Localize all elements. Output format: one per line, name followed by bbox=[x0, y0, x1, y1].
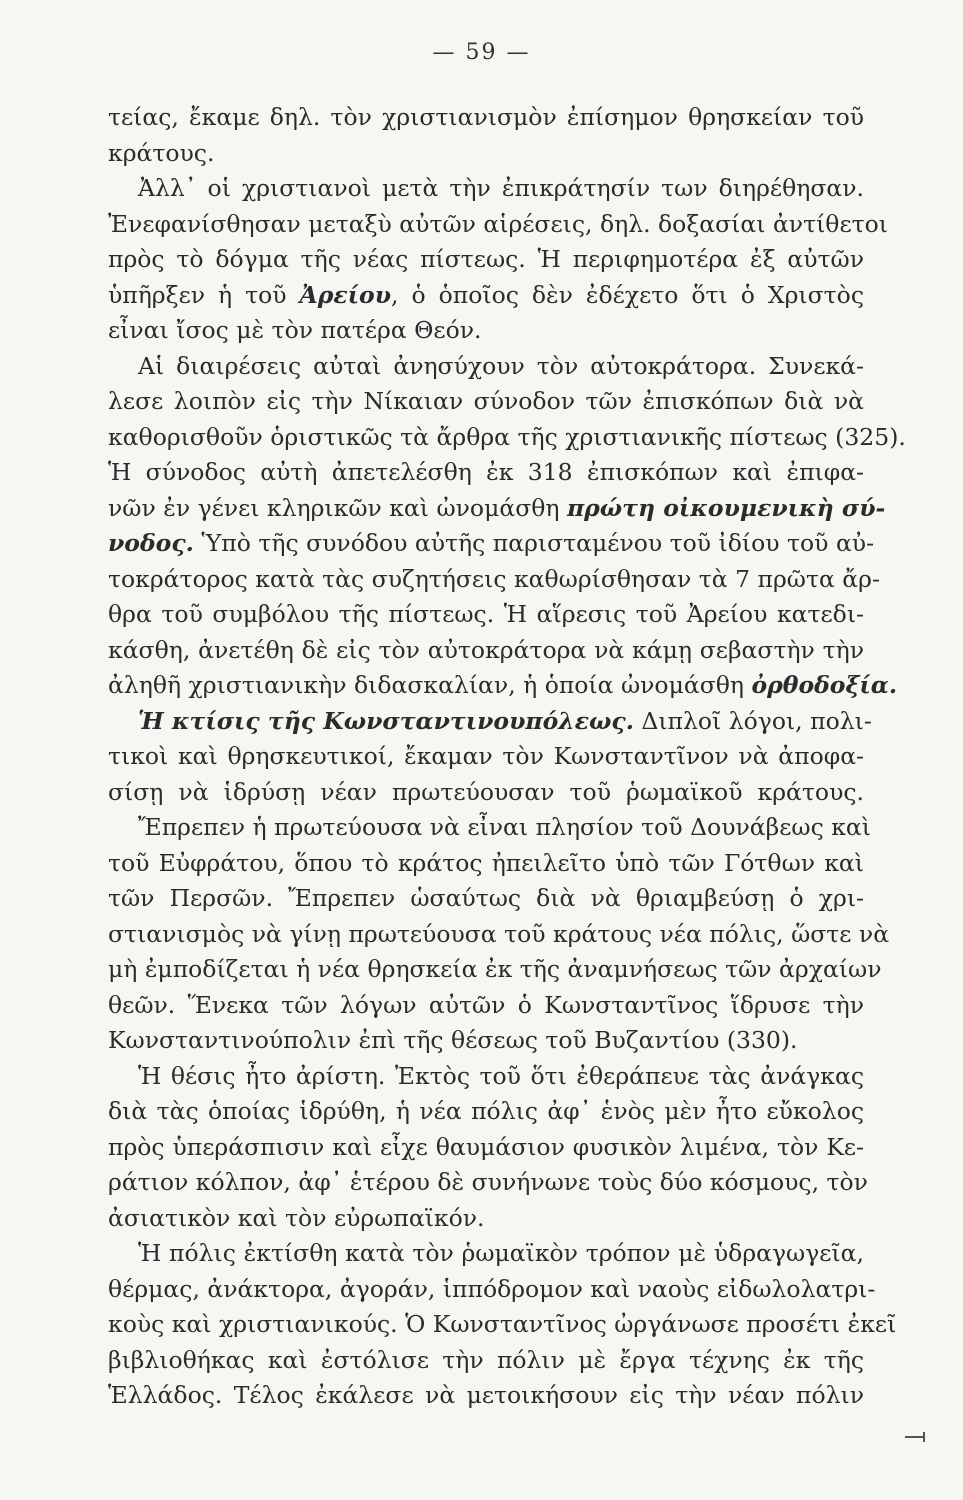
text-fragment: , ὁ ὁποῖος δὲν ἐδέχετο ὅτι ὁ Χριστὸς bbox=[391, 280, 864, 309]
body-text bbox=[108, 100, 906, 1414]
text-line-heading bbox=[108, 704, 872, 740]
text-line: Ἀλλ᾽ οἱ χριστιανοὶ μετὰ τὴν ἐπικράτησίν των διηρέθησαν. bbox=[138, 174, 864, 202]
text-line: θεῶν. Ἕνεκα τῶν λόγων αὐτῶν ὁ Κωνσταντῖνος ἵδρυσε τὴν bbox=[108, 990, 864, 1019]
text-line: διὰ τὰς ὁποίας ἱδρύθη, ἡ νέα πόλις ἀφ᾽ ἑνὸς μὲν ἦτο εὔκολος bbox=[108, 1097, 864, 1125]
text-line: πρὸς ὑπεράσπισιν καὶ εἶχε θαυμάσιον φυσικὸν λιμένα, τὸν Κε- bbox=[108, 1132, 864, 1161]
text-fragment: ὑπῆρξεν ἡ τοῦ bbox=[108, 280, 300, 309]
text-line: Ἡ πόλις ἐκτίσθη κατὰ τὸν ῥωμαϊκὸν τρόπον μὲ ὑδραγωγεῖα, bbox=[138, 1239, 864, 1267]
text-line: θρα τοῦ συμβόλου τῆς πίστεως. Ἡ αἵρεσις τοῦ Ἀρείου κατεδι- bbox=[108, 600, 864, 628]
text-line: Ἑλλάδος. Τέλος ἐκάλεσε νὰ μετοικήσουν εἰς τὴν νέαν πόλιν bbox=[108, 1381, 864, 1409]
text-line-orthodoxy bbox=[108, 668, 898, 704]
text-line: σίσῃ νὰ ἱδρύσῃ νέαν πρωτεύουσαν τοῦ ῥωμαϊκοῦ κράτους. bbox=[108, 777, 864, 806]
text-line: λεσε λοιπὸν εἰς τὴν Νίκαιαν σύνοδον τῶν ἐπισκόπων διὰ νὰ bbox=[108, 387, 864, 415]
text-line: κοὺς καὶ χριστιανικούς. Ὁ Κωνσταντῖνος ὠργάνωσε προσέτι ἐκεῖ bbox=[108, 1310, 897, 1338]
section-heading: Ἡ κτίσις τῆς Κωνσταντινουπόλεως. bbox=[138, 706, 634, 735]
text-line: Ἡ σύνοδος αὐτὴ ἀπετελέσθη ἐκ 318 ἐπισκόπων καὶ ἐπιφα- bbox=[108, 458, 864, 486]
emphasis-orthodoxy: ὀρθοδοξία. bbox=[751, 671, 898, 699]
text-line: Ἔπρεπεν ἡ πρωτεύουσα νὰ εἶναι πλησίον τοῦ Δουνάβεως καὶ bbox=[138, 813, 871, 841]
text-line: τείας, ἔκαμε δηλ. τὸν χριστιανισμὸν ἐπίσημον θρησκείαν τοῦ bbox=[108, 103, 864, 131]
text-line: πρὸς τὸ δόγμα τῆς νέας πίστεως. Ἡ περιφημοτέρα ἐξ αὐτῶν bbox=[108, 245, 864, 273]
text-line-synod bbox=[108, 526, 875, 562]
text-line-ecumenical bbox=[108, 491, 886, 527]
emphasis-arius: Ἀρείου bbox=[299, 280, 392, 309]
text-line: τικοὶ καὶ θρησκευτικοί, ἔκαμαν τὸν Κωνσταντῖνον νὰ ἀποφα- bbox=[108, 742, 864, 770]
text-line: στιανισμὸς νὰ γίνῃ πρωτεύουσα τοῦ κράτους νέα πόλις, ὥστε νὰ bbox=[108, 919, 890, 948]
page-edge-mark bbox=[905, 1436, 925, 1438]
text-fragment: ἀληθῆ χριστιανικὴν διδασκαλίαν, ἡ ὁποία ὠνομάσθη bbox=[108, 671, 752, 699]
text-line: Ἡ θέσις ἦτο ἀρίστη. Ἐκτὸς τοῦ ὅτι ἐθεράπευε τὰς ἀνάγκας bbox=[138, 1061, 864, 1090]
page-number: — 59 — bbox=[432, 40, 531, 65]
text-line: Αἱ διαιρέσεις αὐταὶ ἀνησύχουν τὸν αὐτοκράτορα. Συνεκά- bbox=[138, 351, 864, 380]
text-line: βιβλιοθήκας καὶ ἐστόλισε τὴν πόλιν μὲ ἔργα τέχνης ἐκ τῆς bbox=[108, 1345, 864, 1374]
text-line: κάσθη, ἀνετέθη δὲ εἰς τὸν αὐτοκράτορα νὰ κάμῃ σεβαστὴν τὴν bbox=[108, 635, 864, 664]
text-line: καθορισθοῦν ὁριστικῶς τὰ ἄρθρα τῆς χριστιανικῆς πίστεως (325). bbox=[108, 422, 906, 451]
text-line: ἀσιατικὸν καὶ τὸν εὐρωπαϊκόν. bbox=[108, 1203, 485, 1232]
text-line: Κωνσταντινούπολιν ἐπὶ τῆς θέσεως τοῦ Βυζαντίου (330). bbox=[108, 1026, 798, 1054]
text-line: τοῦ Εὐφράτου, ὅπου τὸ κράτος ἠπειλεῖτο ὑπὸ τῶν Γότθων καὶ bbox=[108, 848, 864, 877]
text-fragment: Διπλοῖ λόγοι, πολι- bbox=[641, 706, 872, 735]
emphasis-ecumenical: πρώτη οἰκουμενικὴ σύ- bbox=[566, 493, 886, 522]
text-line: εἶναι ἴσος μὲ τὸν πατέρα Θεόν. bbox=[108, 316, 482, 344]
text-line: θέρμας, ἀνάκτορα, ἀγοράν, ἱππόδρομον καὶ ναοὺς εἰδωλολατρι- bbox=[108, 1274, 876, 1303]
text-line: μὴ ἐμποδίζεται ἡ νέα θρησκεία ἐκ τῆς ἀναμνήσεως τῶν ἀρχαίων bbox=[108, 955, 882, 983]
text-line: Ἐνεφανίσθησαν μεταξὺ αὐτῶν αἱρέσεις, δηλ. δοξασίαι ἀντίθετοι bbox=[108, 209, 888, 238]
text-line-arius bbox=[108, 278, 864, 314]
text-line: κράτους. bbox=[108, 138, 215, 167]
text-fragment: νῶν ἐν γένει κληρικῶν καὶ ὠνομάσθη bbox=[108, 493, 567, 522]
emphasis-synod: νοδος. bbox=[108, 529, 194, 557]
text-line: τῶν Περσῶν. Ἔπρεπεν ὡσαύτως διὰ νὰ θριαμβεύσῃ ὁ χρι- bbox=[108, 884, 864, 912]
text-line: ράτιον κόλπον, ἀφ᾽ ἑτέρου δὲ συνήνωνε τοὺς δύο κόσμους, τὸν bbox=[108, 1168, 868, 1196]
text-fragment: Ὑπὸ τῆς συνόδου αὐτῆς παρισταμένου τοῦ ἰδίου τοῦ αὐ- bbox=[201, 529, 875, 557]
text-line: τοκράτορος κατὰ τὰς συζητήσεις καθωρίσθησαν τὰ 7 πρῶτα ἄρ- bbox=[108, 564, 880, 593]
